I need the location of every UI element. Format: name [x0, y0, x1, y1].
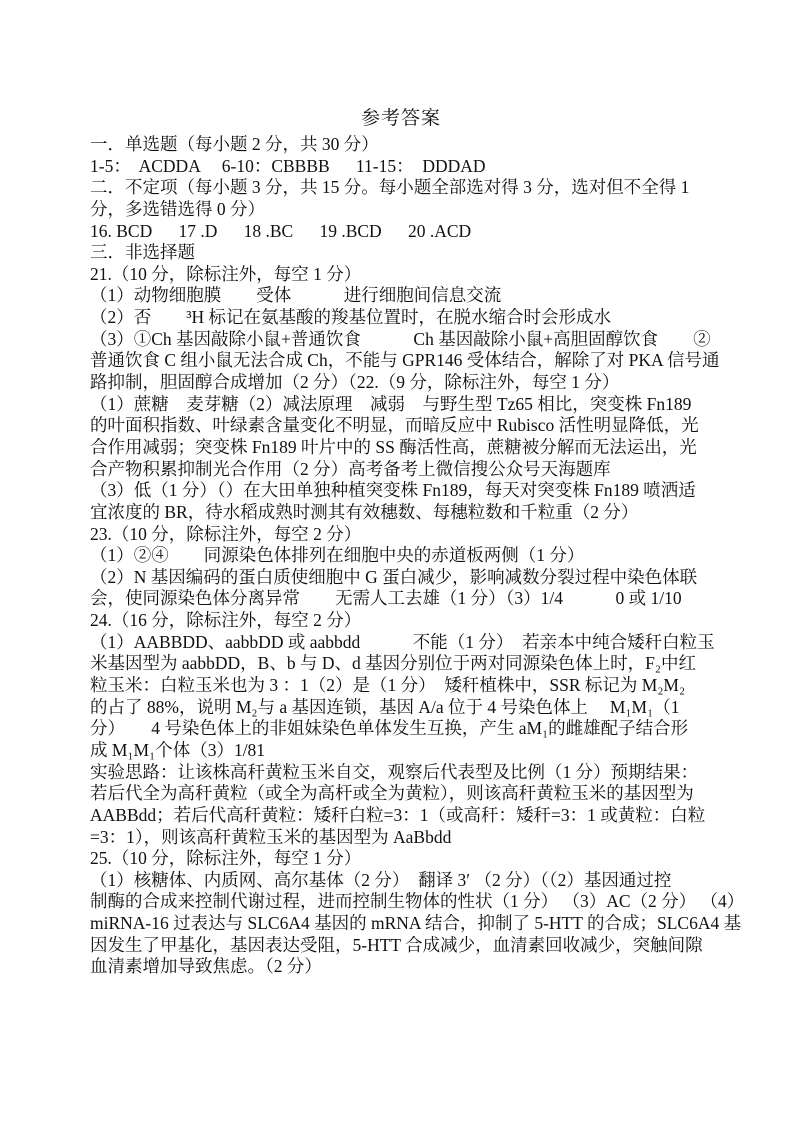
- text-line: （3）低（1 分）（）在大田单独种植突变株 Fn189，每天对突变株 Fn189 喷洒适: [90, 480, 696, 501]
- text-line: 25.（10 分，除标注外，每空 1 分）: [90, 848, 362, 869]
- text-line: 血清素增加导致焦虑。（2 分）: [90, 956, 322, 977]
- text-line: 合作用减弱；突变株 Fn189 叶片中的 SS 酶活性高，蔗糖被分解而无法运出，光: [90, 436, 697, 457]
- text-line: （1）核糖体、内质网、高尔基体（2 分） 翻译 3′ （2 分）（（2）基因通过控: [90, 869, 672, 890]
- text-line: 的占了 88%，说明 M₂与 a 基因连锁，基因 A/a 位于 4 号染色体上 M₁M₁（1: [90, 696, 680, 717]
- text-line: 二．不定项（每小题 3 分，共 15 分。每小题全部选对得 3 分，选对但不全得 1: [90, 177, 690, 198]
- text-line: （2）N 基因编码的蛋白质使细胞中 G 蛋白减少，影响减数分裂过程中染色体联: [90, 566, 698, 587]
- text-line: 21.（10 分，除标注外，每空 1 分）: [90, 263, 362, 284]
- document-body: [90, 134, 745, 978]
- text-line: 因发生了甲基化，基因表达受阻，5-HTT 合成减少，血清素回收减少，突触间隙: [90, 934, 703, 955]
- text-line: （1）动物细胞膜 受体 进行细胞间信息交流: [90, 285, 502, 306]
- text-line: 合产物积累抑制光合作用（2 分）高考备考上微信搜公众号天海题库: [90, 458, 611, 479]
- page-title: 参考答案: [360, 108, 441, 129]
- text-line: 宜浓度的 BR，待水稻成熟时测其有效穗数、每穗粒数和千粒重（2 分）: [90, 501, 639, 522]
- text-line: （1）AABBDD、aabbDD 或 aabbdd 不能（1 分） 若亲本中纯合矮秆白粒玉: [90, 631, 715, 652]
- text-line: 一．单选题（每小题 2 分，共 30 分）: [90, 134, 379, 154]
- text-line: 粒玉米：白粒玉米也为 3 ：1（2）是（1 分） 矮秆植株中，SSR 标记为 M₂M₂: [90, 675, 686, 696]
- text-line: 23.（10 分，除标注外，每空 2 分）: [90, 523, 362, 544]
- text-line: （1）蔗糖 麦芽糖（2）减法原理 减弱 与野生型 Tz65 相比，突变株 Fn189: [90, 393, 692, 414]
- text-line: 成 M₁M₁个体（3）1/81: [90, 739, 266, 760]
- text-line: 普通饮食 C 组小鼠无法合成 Ch，不能与 GPR146 受体结合，解除了对 PKA 信号通: [90, 350, 720, 371]
- text-line: 1-5： ACDDA 6-10：CBBBB 11-15： DDDAD: [90, 155, 486, 176]
- text-line: （3）①Ch 基因敲除小鼠+普通饮食 Ch 基因敲除小鼠+高胆固醇饮食 ②: [90, 328, 711, 349]
- text-line: miRNA-16 过表达与 SLC6A4 基因的 mRNA 结合，抑制了 5-HTT 的合成；SLC6A4 基: [90, 913, 742, 934]
- text-line: 会，使同源染色体分离异常 无需人工去雄（1 分）（3）1/4 0 或 1/10: [90, 588, 682, 609]
- text-line: 分） 4 号染色体上的非姐妹染色单体发生互换，产生 aM₁的雌雄配子结合形: [90, 718, 689, 739]
- text-line: 米基因型为 aabbDD，B、b 与 D、d 基因分别位于两对同源染色体上时，F₂中红: [90, 653, 696, 674]
- text-line: 分，多选错选得 0 分）: [90, 198, 265, 219]
- text-line: 路抑制，胆固醇合成增加（2 分）（22.（9 分，除标注外，每空 1 分）: [90, 372, 620, 393]
- text-line: =3：1），则该高秆黄粒玉米的基因型为 AaBbdd: [90, 826, 452, 847]
- text-line: 的叶面积指数、叶绿素含量变化不明显，而暗反应中 Rubisco 活性明显降低，光: [90, 415, 699, 436]
- text-line: （1）②④ 同源染色体排列在细胞中央的赤道板两侧（1 分）: [90, 545, 585, 566]
- text-line: 三．非选择题: [90, 242, 195, 263]
- text-line: 若后代全为高秆黄粒（或全为高杆或全为黄粒），则该高秆黄粒玉米的基因型为: [90, 783, 694, 804]
- text-line: AABBdd；若后代高秆黄粒：矮秆白粒=3：1（或高秆：矮秆=3：1 或黄粒：白粒: [90, 804, 706, 825]
- text-line: 16. BCD 17 .D 18 .BC 19 .BCD 20 .ACD: [90, 220, 472, 241]
- text-line: （2）否 ³H 标记在氨基酸的羧基位置时，在脱水缩合时会形成水: [90, 307, 612, 328]
- text-line: 实验思路：让该株高秆黄粒玉米自交，观察后代表型及比例（1 分）预期结果：: [90, 761, 699, 782]
- text-line: 制酶的合成来控制代谢过程，进而控制生物体的性状（1 分） （3）AC（2 分） （4）: [90, 891, 745, 912]
- text-line: 24.（16 分，除标注外，每空 2 分）: [90, 610, 362, 631]
